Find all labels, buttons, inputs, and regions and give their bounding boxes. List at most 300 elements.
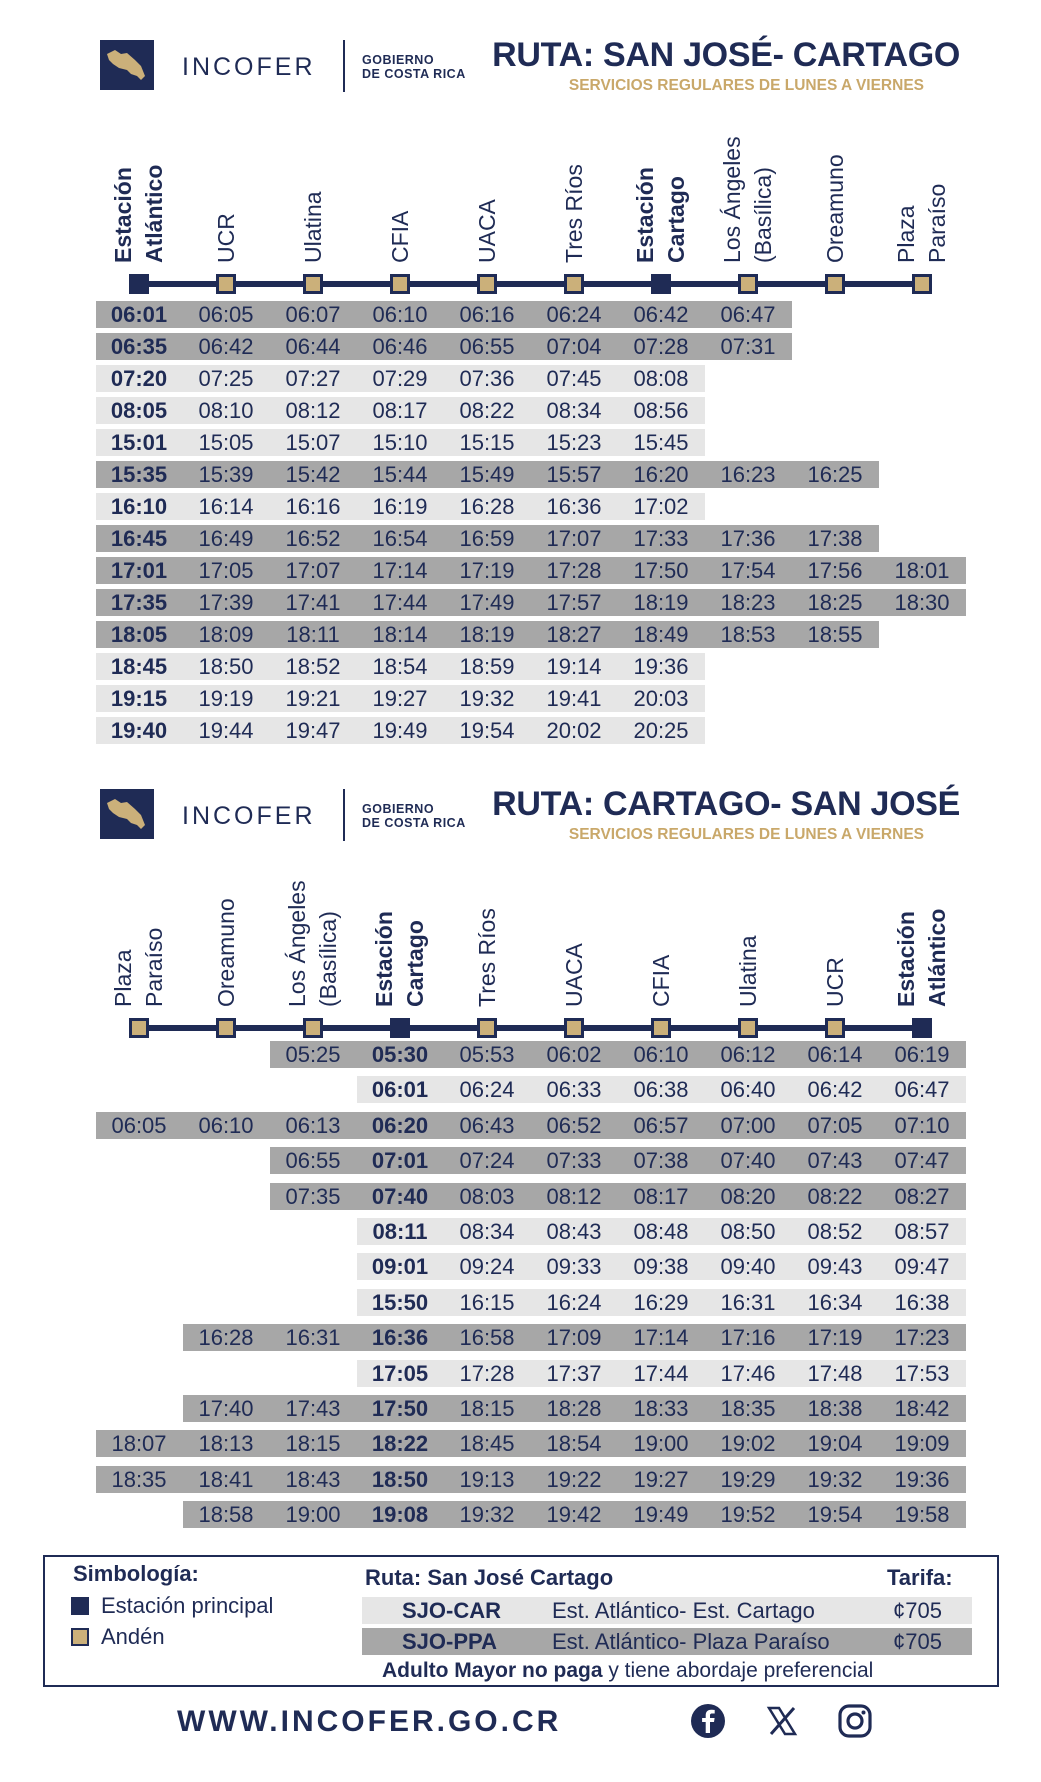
- time-cell: 18:38: [807, 1396, 863, 1421]
- facebook-icon[interactable]: [690, 1703, 726, 1739]
- main-station-icon: [71, 1597, 89, 1615]
- time-cell: 18:52: [285, 654, 341, 679]
- time-cell: 05:25: [285, 1042, 341, 1067]
- time-cell: 15:39: [198, 462, 254, 487]
- time-cell: 06:40: [720, 1077, 776, 1103]
- time-cell: 08:11: [372, 1219, 428, 1244]
- time-cell: 18:27: [546, 622, 602, 647]
- time-cell: 08:03: [459, 1183, 515, 1209]
- time-cell: 06:13: [285, 1112, 341, 1138]
- time-cell: 18:25: [807, 590, 863, 615]
- platform-icon: [71, 1628, 89, 1646]
- time-cell: 07:01: [371, 1148, 429, 1174]
- time-cell: 07:00: [720, 1112, 776, 1138]
- time-cell: 07:40: [371, 1183, 429, 1209]
- schedule-row: [0, 1501, 1041, 1528]
- schedule-row: [0, 685, 1041, 712]
- station-label: [211, 63, 242, 263]
- time-cell: 17:39: [198, 590, 254, 615]
- fare-header: Tarifa:: [887, 1565, 953, 1590]
- time-cell: 19:21: [285, 686, 341, 711]
- schedule-row: [0, 1183, 1041, 1210]
- fare-description: Est. Atlántico- Est. Cartago: [552, 1598, 815, 1623]
- time-cell: 16:58: [459, 1325, 515, 1351]
- time-cell: 19:36: [894, 1466, 950, 1492]
- schedule-row: [0, 717, 1041, 744]
- time-cell: 19:14: [546, 654, 602, 679]
- station-label-line-1: Ulatina: [299, 191, 326, 263]
- station-label: [891, 63, 953, 263]
- schedule-row: [0, 1466, 1041, 1493]
- time-cell: 16:14: [198, 494, 254, 519]
- time-cell: 06:47: [894, 1077, 950, 1103]
- time-cell: 09:33: [546, 1254, 602, 1280]
- time-cell: 16:20: [633, 462, 689, 487]
- time-cell: 07:27: [285, 366, 341, 391]
- time-cell: 06:33: [546, 1077, 602, 1103]
- route-line: [139, 281, 929, 287]
- time-cell: 16:31: [285, 1325, 341, 1351]
- fare-row: [362, 1597, 972, 1624]
- main-station-marker: [651, 274, 671, 294]
- station-label-line-1: Plaza: [893, 205, 919, 263]
- time-cell: 07:28: [633, 334, 689, 359]
- platform-marker: [303, 274, 323, 294]
- time-cell: 18:41: [198, 1466, 254, 1492]
- legend-main-station: [71, 1593, 273, 1619]
- time-cell: 08:50: [720, 1219, 776, 1244]
- time-cell: 17:33: [633, 526, 689, 551]
- route-subtitle: SERVICIOS REGULARES DE LUNES A VIERNES: [568, 826, 924, 843]
- time-cell: 09:43: [807, 1254, 863, 1280]
- time-cell: 16:45: [110, 526, 168, 551]
- time-cell: 06:14: [807, 1042, 863, 1067]
- schedule-row: [0, 621, 1041, 648]
- time-cell: 18:53: [720, 622, 776, 647]
- time-cell: 17:16: [720, 1325, 776, 1351]
- platform-marker: [477, 1018, 497, 1038]
- time-cell: 19:47: [285, 718, 341, 743]
- time-cell: 16:59: [459, 526, 515, 551]
- station-label-line-1: Estación: [110, 167, 136, 263]
- time-cell: 17:46: [720, 1360, 776, 1386]
- time-cell: 06:42: [807, 1077, 863, 1103]
- time-cell: 07:20: [110, 366, 168, 391]
- time-cell: 08:17: [372, 398, 428, 423]
- time-cell: 17:09: [546, 1325, 602, 1351]
- schedule-row: [0, 1041, 1041, 1068]
- time-cell: 18:09: [198, 622, 254, 647]
- schedule-row: [0, 365, 1041, 392]
- schedule-row: [0, 461, 1041, 488]
- brand-name: INCOFER: [182, 802, 316, 830]
- station-label-line-1: Tres Ríos: [560, 164, 587, 263]
- time-cell: 18:05: [110, 622, 168, 647]
- time-cell: 15:35: [110, 462, 168, 487]
- schedule-row: [0, 333, 1041, 360]
- platform-marker: [825, 1018, 845, 1038]
- time-cell: 06:35: [110, 334, 168, 359]
- time-cell: 08:08: [633, 366, 689, 391]
- time-cell: 06:44: [285, 334, 341, 359]
- time-cell: 19:00: [633, 1431, 689, 1457]
- time-cell: 06:52: [546, 1112, 602, 1138]
- time-cell: 07:29: [372, 366, 428, 391]
- schedule-row: [0, 1289, 1041, 1316]
- time-cell: 17:14: [633, 1325, 689, 1351]
- time-cell: 18:59: [459, 654, 515, 679]
- time-cell: 15:05: [198, 430, 254, 455]
- time-cell: 06:01: [110, 302, 168, 327]
- time-cell: 17:53: [894, 1360, 950, 1386]
- station-label: [282, 807, 344, 1007]
- route-subtitle: SERVICIOS REGULARES DE LUNES A VIERNES: [568, 77, 924, 94]
- schedule-row: [0, 1360, 1041, 1387]
- time-cell: 09:24: [459, 1254, 515, 1280]
- station-label: [733, 807, 764, 1007]
- time-cell: 17:50: [371, 1396, 429, 1421]
- time-cell: 18:11: [286, 622, 340, 647]
- time-cell: 17:14: [372, 558, 428, 583]
- schedule-row: [0, 557, 1041, 584]
- x-icon[interactable]: [764, 1703, 800, 1739]
- station-label-line-2: Cartago: [663, 176, 689, 263]
- station-label-line-1: UACA: [560, 943, 587, 1007]
- platform-marker: [390, 274, 410, 294]
- time-cell: 06:38: [633, 1077, 689, 1103]
- time-cell: 06:46: [372, 334, 428, 359]
- time-cell: 19:02: [720, 1431, 776, 1457]
- time-cell: 08:43: [546, 1219, 602, 1244]
- time-cell: 19:44: [198, 718, 254, 743]
- time-cell: 07:36: [459, 366, 515, 391]
- time-cell: 15:50: [371, 1289, 429, 1315]
- time-cell: 07:31: [720, 334, 776, 359]
- station-label: [646, 807, 677, 1007]
- route-title: RUTA: SAN JOSÉ- CARTAGO: [492, 36, 960, 74]
- time-cell: 06:42: [633, 302, 689, 327]
- station-label-line-1: Los Ángeles: [284, 880, 310, 1007]
- main-station-marker: [129, 274, 149, 294]
- time-cell: 18:45: [110, 654, 168, 679]
- time-cell: 17:07: [285, 558, 341, 583]
- time-cell: 17:43: [285, 1396, 341, 1421]
- time-cell: 06:47: [720, 302, 776, 327]
- time-cell: 17:07: [546, 526, 602, 551]
- station-label-line-2: (Basílica): [750, 167, 776, 263]
- time-cell: 18:22: [371, 1431, 429, 1457]
- time-cell: 07:35: [285, 1183, 341, 1209]
- time-cell: 18:23: [720, 590, 776, 615]
- time-cell: 06:10: [372, 302, 428, 327]
- time-cell: 08:57: [894, 1219, 950, 1244]
- time-cell: 06:24: [459, 1077, 515, 1103]
- station-label: [891, 807, 953, 1007]
- time-cell: 17:35: [110, 590, 168, 615]
- platform-marker: [216, 1018, 236, 1038]
- time-cell: 07:25: [198, 366, 254, 391]
- time-cell: 19:40: [110, 718, 168, 743]
- time-cell: 18:13: [198, 1431, 254, 1457]
- time-cell: 17:01: [110, 558, 168, 583]
- time-cell: 20:25: [633, 718, 689, 743]
- time-cell: 18:19: [459, 622, 515, 647]
- time-cell: 18:07: [111, 1431, 167, 1457]
- time-cell: 17:41: [285, 590, 341, 615]
- time-cell: 19:04: [807, 1431, 863, 1457]
- time-cell: 08:10: [198, 398, 254, 423]
- time-cell: 06:16: [459, 302, 515, 327]
- time-cell: 16:25: [807, 462, 863, 487]
- station-label-line-1: Oreamuno: [821, 154, 848, 263]
- time-cell: 18:42: [894, 1396, 950, 1421]
- time-cell: 17:49: [459, 590, 515, 615]
- station-label: [820, 63, 851, 263]
- fare-price: ¢705: [893, 1629, 942, 1654]
- platform-marker: [303, 1018, 323, 1038]
- time-cell: 16:10: [110, 494, 168, 519]
- time-cell: 20:02: [546, 718, 602, 743]
- time-cell: 19:22: [546, 1466, 602, 1492]
- time-cell: 06:20: [371, 1112, 429, 1138]
- time-cell: 08:34: [546, 398, 602, 423]
- time-cell: 19:32: [459, 1502, 515, 1528]
- time-cell: 15:07: [285, 430, 341, 455]
- station-label: [108, 63, 170, 263]
- time-cell: 06:05: [111, 1112, 167, 1138]
- time-cell: 07:45: [546, 366, 602, 391]
- time-cell: 16:19: [372, 494, 428, 519]
- time-cell: 16:34: [807, 1289, 863, 1315]
- time-cell: 19:29: [720, 1466, 776, 1492]
- schedule-row: [0, 429, 1041, 456]
- station-label-line-1: Estación: [371, 911, 397, 1007]
- time-cell: 18:33: [633, 1396, 689, 1421]
- time-cell: 18:19: [633, 590, 689, 615]
- time-cell: 17:40: [198, 1396, 254, 1421]
- station-label: [108, 807, 170, 1007]
- time-cell: 19:36: [633, 654, 689, 679]
- fare-row: [362, 1628, 972, 1655]
- time-cell: 17:05: [198, 558, 254, 583]
- time-cell: 08:05: [110, 398, 168, 423]
- time-cell: 20:03: [633, 686, 689, 711]
- schedule-row: [0, 525, 1041, 552]
- time-cell: 17:57: [546, 590, 602, 615]
- time-cell: 16:49: [198, 526, 254, 551]
- fare-code: SJO-PPA: [402, 1629, 497, 1654]
- time-cell: 08:12: [285, 398, 341, 423]
- station-label-line-2: Paraíso: [924, 183, 950, 263]
- website-link[interactable]: WWW.INCOFER.GO.CR: [177, 1705, 562, 1738]
- time-cell: 06:01: [371, 1077, 429, 1103]
- time-cell: 17:19: [807, 1325, 863, 1351]
- time-cell: 17:23: [894, 1325, 950, 1351]
- time-cell: 17:05: [371, 1360, 429, 1386]
- senior-note-bold: Adulto Mayor no paga: [382, 1659, 603, 1682]
- time-cell: 18:55: [807, 622, 863, 647]
- senior-note-rest: y tiene abordaje preferencial: [602, 1659, 874, 1682]
- station-label: [298, 63, 329, 263]
- time-cell: 19:19: [198, 686, 254, 711]
- platform-marker: [564, 274, 584, 294]
- legend-box: [43, 1555, 999, 1687]
- time-cell: 18:35: [111, 1466, 167, 1492]
- fare-code: SJO-CAR: [402, 1598, 502, 1623]
- time-cell: 08:34: [459, 1219, 515, 1244]
- gov-line-2: DE COSTA RICA: [362, 67, 466, 81]
- instagram-icon[interactable]: [837, 1703, 873, 1739]
- schedule-row: [0, 1218, 1041, 1245]
- schedule-row: [0, 493, 1041, 520]
- schedule-row: [0, 653, 1041, 680]
- time-cell: 15:42: [285, 462, 341, 487]
- legend-platform: [71, 1624, 165, 1650]
- time-cell: 08:48: [633, 1219, 689, 1244]
- time-cell: 16:28: [459, 494, 515, 519]
- time-cell: 17:28: [546, 558, 602, 583]
- time-cell: 07:38: [633, 1148, 689, 1174]
- time-cell: 18:50: [371, 1466, 429, 1492]
- schedule-row: [0, 301, 1041, 328]
- station-label: [472, 807, 503, 1007]
- time-cell: 16:28: [198, 1325, 254, 1351]
- schedule-row: [0, 1253, 1041, 1280]
- fare-description: Est. Atlántico- Plaza Paraíso: [552, 1629, 830, 1654]
- time-cell: 08:22: [459, 398, 515, 423]
- time-cell: 08:20: [720, 1183, 776, 1209]
- platform-marker: [477, 274, 497, 294]
- station-label-line-2: Paraíso: [141, 927, 167, 1007]
- station-label-line-1: Oreamuno: [212, 898, 239, 1007]
- platform-marker: [216, 274, 236, 294]
- time-cell: 06:55: [285, 1148, 341, 1174]
- time-cell: 08:22: [807, 1183, 863, 1209]
- time-cell: 19:27: [633, 1466, 689, 1492]
- senior-note: [382, 1659, 873, 1683]
- schedule-row: [0, 1076, 1041, 1103]
- time-cell: 06:42: [198, 334, 254, 359]
- time-cell: 05:53: [459, 1042, 515, 1067]
- time-cell: 07:40: [720, 1148, 776, 1174]
- station-label: [211, 807, 242, 1007]
- time-cell: 17:36: [720, 526, 776, 551]
- time-cell: 18:49: [633, 622, 689, 647]
- time-cell: 16:24: [546, 1289, 602, 1315]
- time-cell: 19:09: [894, 1431, 950, 1457]
- station-label-line-1: Estación: [632, 167, 658, 263]
- route-line: [139, 1025, 929, 1031]
- time-cell: 19:00: [285, 1502, 341, 1528]
- station-label-line-2: Atlántico: [141, 164, 167, 263]
- time-cell: 15:10: [372, 430, 428, 455]
- time-cell: 06:43: [459, 1112, 515, 1138]
- time-cell: 19:08: [371, 1502, 429, 1528]
- station-label-line-2: Cartago: [402, 920, 428, 1007]
- time-cell: 16:15: [459, 1289, 515, 1315]
- legend-platform-label: Andén: [101, 1624, 165, 1649]
- time-cell: 06:12: [720, 1042, 776, 1067]
- time-cell: 17:37: [546, 1360, 602, 1386]
- time-cell: 16:31: [720, 1289, 776, 1315]
- time-cell: 09:38: [633, 1254, 689, 1280]
- time-cell: 08:52: [807, 1219, 863, 1244]
- platform-marker: [129, 1018, 149, 1038]
- time-cell: 17:56: [807, 558, 863, 583]
- time-cell: 18:30: [894, 590, 950, 615]
- time-cell: 15:57: [546, 462, 602, 487]
- time-cell: 07:10: [894, 1112, 950, 1138]
- time-cell: 16:38: [894, 1289, 950, 1315]
- time-cell: 16:52: [285, 526, 341, 551]
- time-cell: 17:28: [459, 1360, 515, 1386]
- gov-line-1: GOBIERNO: [362, 53, 435, 67]
- time-cell: 16:29: [633, 1289, 689, 1315]
- time-cell: 15:45: [633, 430, 689, 455]
- time-cell: 15:44: [372, 462, 428, 487]
- station-label-line-1: Estación: [893, 911, 919, 1007]
- brand-name: INCOFER: [182, 53, 316, 81]
- time-cell: 06:02: [546, 1042, 602, 1067]
- time-cell: 05:30: [371, 1042, 429, 1067]
- time-cell: 19:49: [633, 1502, 689, 1528]
- schedule-row: [0, 1147, 1041, 1174]
- time-cell: 17:02: [633, 494, 689, 519]
- time-cell: 06:05: [198, 302, 254, 327]
- time-cell: 18:45: [459, 1431, 515, 1457]
- time-cell: 19:52: [720, 1502, 776, 1528]
- station-label-line-1: CFIA: [647, 954, 674, 1007]
- platform-marker: [738, 274, 758, 294]
- station-label: [559, 63, 590, 263]
- time-cell: 18:15: [459, 1396, 515, 1421]
- time-cell: 07:24: [459, 1148, 515, 1174]
- divider: [343, 40, 345, 92]
- main-station-marker: [390, 1018, 410, 1038]
- time-cell: 19:32: [807, 1466, 863, 1492]
- fare-price: ¢705: [893, 1598, 942, 1623]
- time-cell: 07:04: [546, 334, 602, 359]
- station-label-line-1: Los Ángeles: [719, 136, 745, 263]
- station-label: [369, 807, 431, 1007]
- station-label: [820, 807, 851, 1007]
- time-cell: 06:10: [633, 1042, 689, 1067]
- time-cell: 18:35: [720, 1396, 776, 1421]
- station-label-line-1: Ulatina: [734, 935, 761, 1007]
- platform-marker: [825, 274, 845, 294]
- time-cell: 17:19: [459, 558, 515, 583]
- time-cell: 18:01: [894, 558, 950, 583]
- time-cell: 16:36: [371, 1325, 429, 1351]
- time-cell: 19:54: [459, 718, 515, 743]
- time-cell: 18:14: [372, 622, 428, 647]
- station-label: [630, 63, 692, 263]
- station-label: [717, 63, 779, 263]
- main-station-marker: [912, 1018, 932, 1038]
- time-cell: 17:54: [720, 558, 776, 583]
- time-cell: 08:27: [894, 1183, 950, 1209]
- time-cell: 19:27: [372, 686, 428, 711]
- legend-main-station-label: Estación principal: [101, 1593, 274, 1618]
- fare-route-label: Ruta: San José Cartago: [365, 1565, 614, 1590]
- schedule-row: [0, 1395, 1041, 1422]
- time-cell: 18:54: [546, 1431, 602, 1457]
- time-cell: 07:05: [807, 1112, 863, 1138]
- gov-line-2: DE COSTA RICA: [362, 816, 466, 830]
- station-label-line-1: UACA: [473, 199, 500, 263]
- platform-marker: [564, 1018, 584, 1038]
- time-cell: 16:16: [285, 494, 341, 519]
